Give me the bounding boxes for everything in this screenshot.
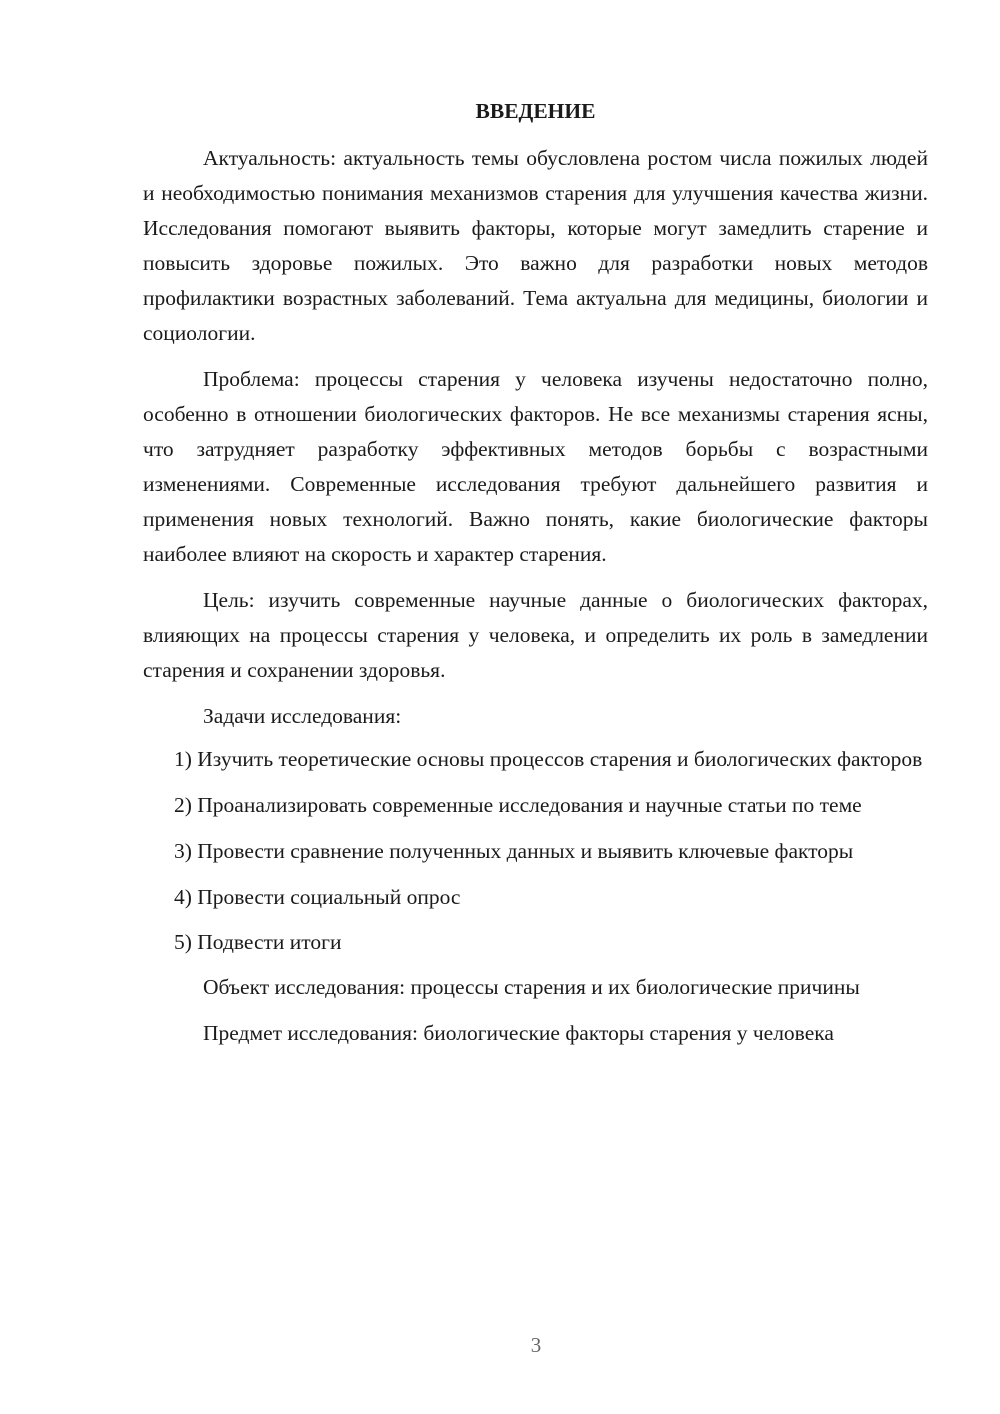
- page-title: ВВЕДЕНИЕ: [475, 99, 596, 123]
- paragraph-problem: Проблема: процессы старения у человека изучены недостаточно полно, особенно в отношении биологических факторов. Не все механизмы старения ясны, что затрудняет разработку эффективных методов борьбы с возрастными изменениями. Современные исследования требуют дальнейшего развития и применения новых технологий. Важно понять, какие биологические факторы наиболее влияют на скорость и характер старения.: [143, 367, 928, 566]
- task-item-2: 2) Проанализировать современные исследования и научные статьи по теме: [174, 793, 862, 817]
- paragraph-subject: Предмет исследования: биологические факторы старения у человека: [203, 1021, 834, 1045]
- tasks-heading: Задачи исследования:: [203, 704, 402, 728]
- paragraph-object: Объект исследования: процессы старения и их биологические причины: [203, 975, 860, 999]
- page-number: 3: [530, 1333, 542, 1357]
- paragraph-relevance: Актуальность: актуальность темы обусловлена ростом числа пожилых людей и необходимостью понимания механизмов старения для улучшения качества жизни. Исследования помогают выявить факторы, которые могут замедлить старение и повысить здоровье пожилых. Это важно для разработки новых методов профилактики возрастных заболеваний. Тема актуальна для медицины, биологии и социологии.: [143, 146, 928, 345]
- task-item-4: 4) Провести социальный опрос: [174, 885, 461, 909]
- task-item-5: 5) Подвести итоги: [174, 930, 342, 954]
- document-page: [143, 94, 928, 1062]
- paragraph-goal: Цель: изучить современные научные данные о биологических факторах, влияющих на процессы старения у человека, и определить их роль в замедлении старения и сохранении здоровья.: [143, 588, 928, 682]
- task-item-1: 1) Изучить теоретические основы процессов старения и биологических факторов: [174, 747, 923, 771]
- task-item-3: 3) Провести сравнение полученных данных и выявить ключевые факторы: [174, 839, 854, 863]
